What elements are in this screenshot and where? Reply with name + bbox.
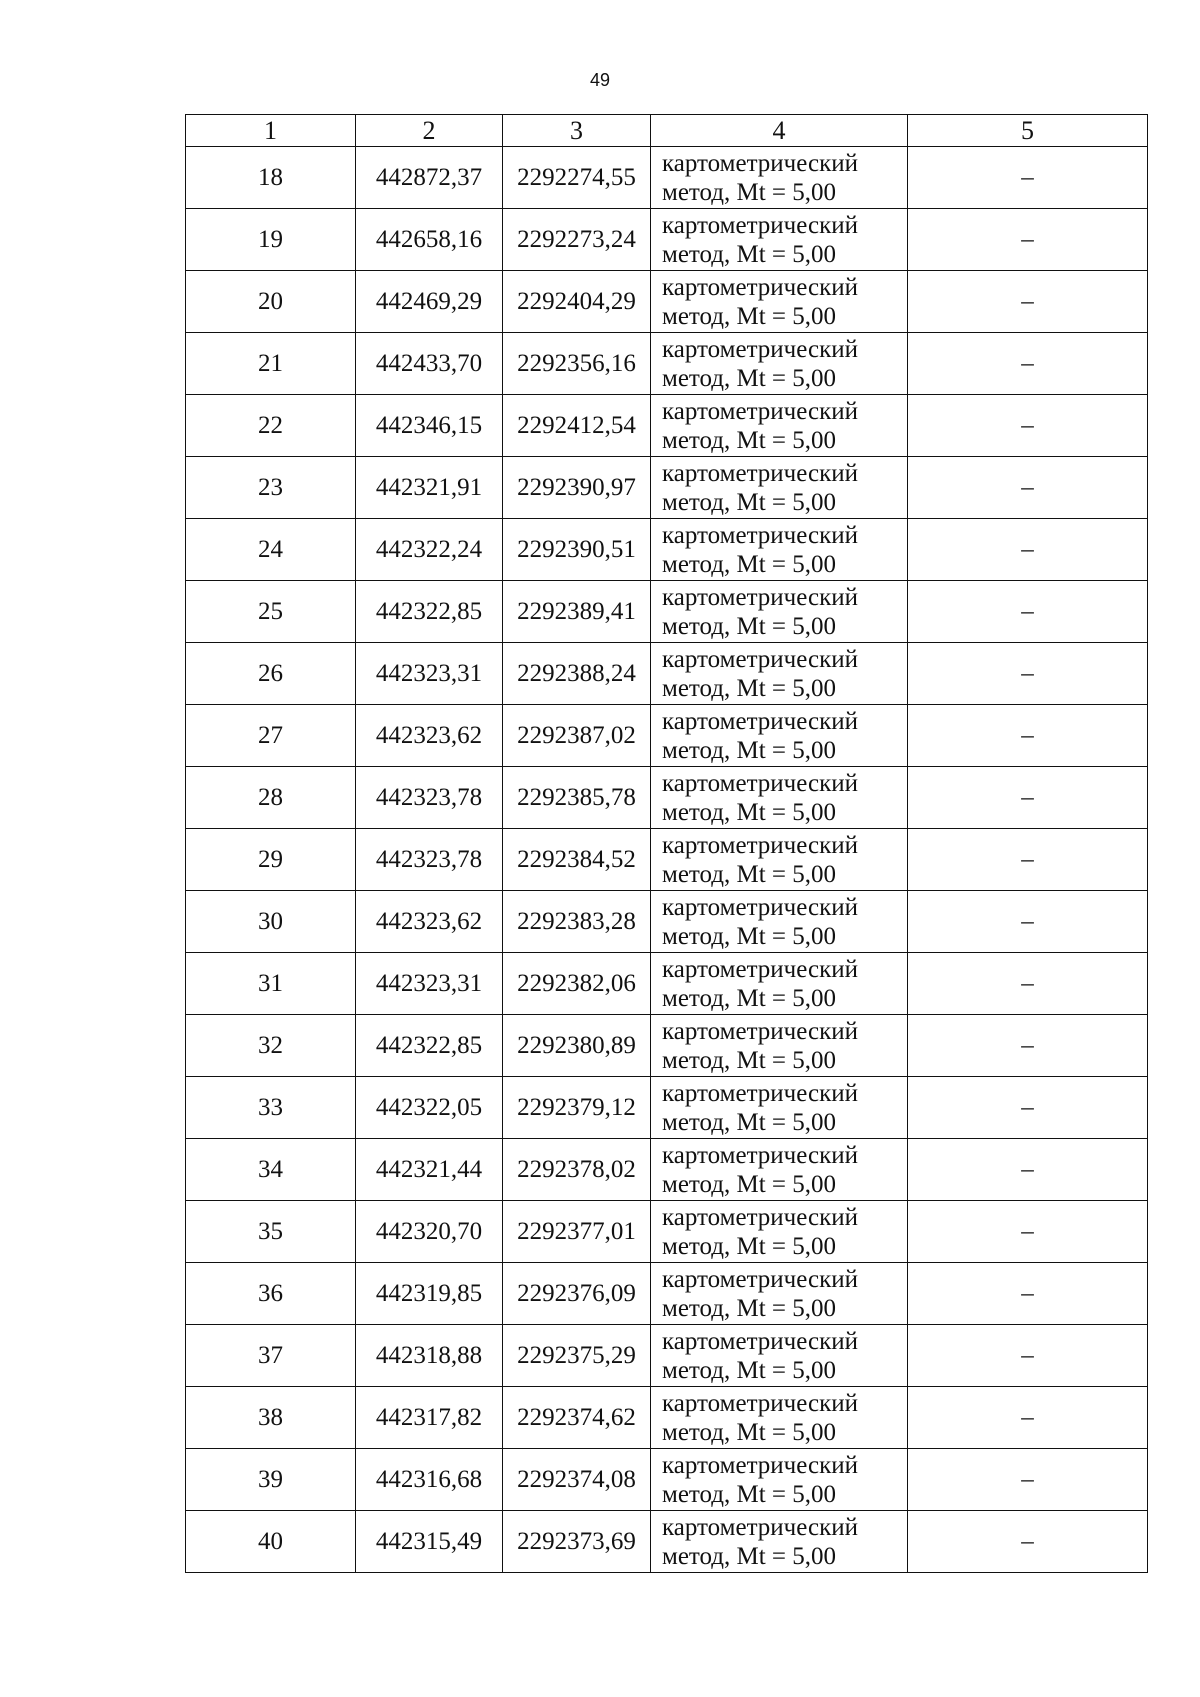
method-cell bbox=[651, 1325, 908, 1387]
method-line-2: метод, Mt = 5,00 bbox=[662, 1046, 837, 1074]
method-cell bbox=[651, 271, 908, 333]
y-coordinate-cell: 2292390,51 bbox=[503, 519, 651, 581]
y-coordinate-cell: 2292390,97 bbox=[503, 457, 651, 519]
method-line-2: метод, Mt = 5,00 bbox=[662, 302, 837, 330]
col5-cell: – bbox=[908, 1139, 1148, 1201]
table-row bbox=[186, 519, 1148, 581]
point-number-cell: 19 bbox=[186, 209, 356, 271]
y-coordinate-cell: 2292378,02 bbox=[503, 1139, 651, 1201]
point-number-cell: 40 bbox=[186, 1511, 356, 1573]
col5-cell: – bbox=[908, 457, 1148, 519]
x-coordinate-cell: 442469,29 bbox=[356, 271, 503, 333]
y-coordinate-cell: 2292382,06 bbox=[503, 953, 651, 1015]
table-header bbox=[186, 115, 1148, 147]
method-line-2: метод, Mt = 5,00 bbox=[662, 364, 837, 392]
method-cell bbox=[651, 1201, 908, 1263]
method-line-2: метод, Mt = 5,00 bbox=[662, 674, 837, 702]
y-coordinate-cell: 2292383,28 bbox=[503, 891, 651, 953]
method-line-1: картометрический bbox=[662, 1389, 858, 1417]
point-number-cell: 32 bbox=[186, 1015, 356, 1077]
point-number-cell: 21 bbox=[186, 333, 356, 395]
method-line-2: метод, Mt = 5,00 bbox=[662, 1294, 837, 1322]
y-coordinate-cell: 2292377,01 bbox=[503, 1201, 651, 1263]
col5-cell: – bbox=[908, 1201, 1148, 1263]
method-cell bbox=[651, 829, 908, 891]
method-cell bbox=[651, 1511, 908, 1573]
y-coordinate-cell: 2292274,55 bbox=[503, 147, 651, 209]
method-cell bbox=[651, 581, 908, 643]
col5-cell: – bbox=[908, 1015, 1148, 1077]
method-cell bbox=[651, 1077, 908, 1139]
method-line-2: метод, Mt = 5,00 bbox=[662, 984, 837, 1012]
table-row bbox=[186, 271, 1148, 333]
method-line-1: картометрический bbox=[662, 1513, 858, 1541]
method-line-1: картометрический bbox=[662, 1141, 858, 1169]
x-coordinate-cell: 442321,44 bbox=[356, 1139, 503, 1201]
coordinates-table bbox=[185, 114, 1148, 1573]
method-cell bbox=[651, 643, 908, 705]
method-cell bbox=[651, 767, 908, 829]
col5-cell: – bbox=[908, 1449, 1148, 1511]
col5-cell: – bbox=[908, 581, 1148, 643]
point-number-cell: 23 bbox=[186, 457, 356, 519]
y-coordinate-cell: 2292376,09 bbox=[503, 1263, 651, 1325]
point-number-cell: 38 bbox=[186, 1387, 356, 1449]
x-coordinate-cell: 442316,68 bbox=[356, 1449, 503, 1511]
x-coordinate-cell: 442323,78 bbox=[356, 767, 503, 829]
method-line-2: метод, Mt = 5,00 bbox=[662, 612, 837, 640]
table-row bbox=[186, 767, 1148, 829]
col5-cell: – bbox=[908, 891, 1148, 953]
y-coordinate-cell: 2292273,24 bbox=[503, 209, 651, 271]
table-row bbox=[186, 1263, 1148, 1325]
col5-cell: – bbox=[908, 953, 1148, 1015]
table-row bbox=[186, 1449, 1148, 1511]
point-number-cell: 18 bbox=[186, 147, 356, 209]
y-coordinate-cell: 2292375,29 bbox=[503, 1325, 651, 1387]
x-coordinate-cell: 442346,15 bbox=[356, 395, 503, 457]
x-coordinate-cell: 442322,05 bbox=[356, 1077, 503, 1139]
point-number-cell: 31 bbox=[186, 953, 356, 1015]
table-row bbox=[186, 147, 1148, 209]
col5-cell: – bbox=[908, 1263, 1148, 1325]
col5-cell: – bbox=[908, 1077, 1148, 1139]
col5-cell: – bbox=[908, 333, 1148, 395]
header-col-1: 1 bbox=[186, 115, 356, 147]
header-col-4: 4 bbox=[651, 115, 908, 147]
y-coordinate-cell: 2292379,12 bbox=[503, 1077, 651, 1139]
table-row bbox=[186, 643, 1148, 705]
method-line-2: метод, Mt = 5,00 bbox=[662, 922, 837, 950]
table-row bbox=[186, 829, 1148, 891]
method-line-1: картометрический bbox=[662, 893, 858, 921]
table-body bbox=[186, 147, 1148, 1573]
col5-cell: – bbox=[908, 1511, 1148, 1573]
point-number-cell: 29 bbox=[186, 829, 356, 891]
y-coordinate-cell: 2292388,24 bbox=[503, 643, 651, 705]
point-number-cell: 36 bbox=[186, 1263, 356, 1325]
method-cell bbox=[651, 1263, 908, 1325]
table-row bbox=[186, 395, 1148, 457]
x-coordinate-cell: 442323,31 bbox=[356, 953, 503, 1015]
method-line-1: картометрический bbox=[662, 273, 858, 301]
method-line-1: картометрический bbox=[662, 459, 858, 487]
method-cell bbox=[651, 209, 908, 271]
x-coordinate-cell: 442433,70 bbox=[356, 333, 503, 395]
x-coordinate-cell: 442317,82 bbox=[356, 1387, 503, 1449]
point-number-cell: 39 bbox=[186, 1449, 356, 1511]
col5-cell: – bbox=[908, 519, 1148, 581]
x-coordinate-cell: 442872,37 bbox=[356, 147, 503, 209]
col5-cell: – bbox=[908, 395, 1148, 457]
method-line-1: картометрический bbox=[662, 707, 858, 735]
x-coordinate-cell: 442321,91 bbox=[356, 457, 503, 519]
table-row bbox=[186, 1015, 1148, 1077]
method-line-1: картометрический bbox=[662, 149, 858, 177]
method-line-2: метод, Mt = 5,00 bbox=[662, 426, 837, 454]
y-coordinate-cell: 2292356,16 bbox=[503, 333, 651, 395]
col5-cell: – bbox=[908, 643, 1148, 705]
point-number-cell: 28 bbox=[186, 767, 356, 829]
point-number-cell: 35 bbox=[186, 1201, 356, 1263]
method-line-1: картометрический bbox=[662, 1451, 858, 1479]
method-cell bbox=[651, 1449, 908, 1511]
y-coordinate-cell: 2292389,41 bbox=[503, 581, 651, 643]
method-line-1: картометрический bbox=[662, 397, 858, 425]
x-coordinate-cell: 442322,24 bbox=[356, 519, 503, 581]
table-row bbox=[186, 1387, 1148, 1449]
method-line-1: картометрический bbox=[662, 1265, 858, 1293]
method-line-2: метод, Mt = 5,00 bbox=[662, 1418, 837, 1446]
method-line-2: метод, Mt = 5,00 bbox=[662, 798, 837, 826]
table-row bbox=[186, 581, 1148, 643]
method-line-1: картометрический bbox=[662, 1327, 858, 1355]
col5-cell: – bbox=[908, 147, 1148, 209]
y-coordinate-cell: 2292404,29 bbox=[503, 271, 651, 333]
x-coordinate-cell: 442320,70 bbox=[356, 1201, 503, 1263]
method-line-1: картометрический bbox=[662, 955, 858, 983]
point-number-cell: 26 bbox=[186, 643, 356, 705]
table-row bbox=[186, 209, 1148, 271]
header-col-3: 3 bbox=[503, 115, 651, 147]
method-line-2: метод, Mt = 5,00 bbox=[662, 240, 837, 268]
method-line-2: метод, Mt = 5,00 bbox=[662, 550, 837, 578]
y-coordinate-cell: 2292384,52 bbox=[503, 829, 651, 891]
header-row bbox=[186, 115, 1148, 147]
y-coordinate-cell: 2292380,89 bbox=[503, 1015, 651, 1077]
point-number-cell: 20 bbox=[186, 271, 356, 333]
x-coordinate-cell: 442323,31 bbox=[356, 643, 503, 705]
method-line-1: картометрический bbox=[662, 831, 858, 859]
y-coordinate-cell: 2292373,69 bbox=[503, 1511, 651, 1573]
method-line-1: картометрический bbox=[662, 1203, 858, 1231]
col5-cell: – bbox=[908, 1325, 1148, 1387]
x-coordinate-cell: 442322,85 bbox=[356, 581, 503, 643]
table-row bbox=[186, 1325, 1148, 1387]
point-number-cell: 22 bbox=[186, 395, 356, 457]
method-cell bbox=[651, 891, 908, 953]
table-row bbox=[186, 457, 1148, 519]
method-cell bbox=[651, 519, 908, 581]
method-line-2: метод, Mt = 5,00 bbox=[662, 1170, 837, 1198]
point-number-cell: 33 bbox=[186, 1077, 356, 1139]
method-line-1: картометрический bbox=[662, 211, 858, 239]
method-line-2: метод, Mt = 5,00 bbox=[662, 178, 837, 206]
x-coordinate-cell: 442318,88 bbox=[356, 1325, 503, 1387]
method-cell bbox=[651, 1139, 908, 1201]
method-line-2: метод, Mt = 5,00 bbox=[662, 1232, 837, 1260]
method-line-1: картометрический bbox=[662, 645, 858, 673]
table-row bbox=[186, 1139, 1148, 1201]
x-coordinate-cell: 442658,16 bbox=[356, 209, 503, 271]
col5-cell: – bbox=[908, 271, 1148, 333]
method-line-2: метод, Mt = 5,00 bbox=[662, 1542, 837, 1570]
page-number: 49 bbox=[589, 70, 611, 90]
y-coordinate-cell: 2292374,08 bbox=[503, 1449, 651, 1511]
y-coordinate-cell: 2292374,62 bbox=[503, 1387, 651, 1449]
x-coordinate-cell: 442323,78 bbox=[356, 829, 503, 891]
method-cell bbox=[651, 1387, 908, 1449]
table-row bbox=[186, 1201, 1148, 1263]
point-number-cell: 27 bbox=[186, 705, 356, 767]
table-row bbox=[186, 953, 1148, 1015]
method-line-1: картометрический bbox=[662, 1017, 858, 1045]
x-coordinate-cell: 442323,62 bbox=[356, 705, 503, 767]
method-line-1: картометрический bbox=[662, 769, 858, 797]
y-coordinate-cell: 2292385,78 bbox=[503, 767, 651, 829]
header-col-2: 2 bbox=[356, 115, 503, 147]
method-line-1: картометрический bbox=[662, 583, 858, 611]
table-row bbox=[186, 1077, 1148, 1139]
method-line-1: картометрический bbox=[662, 335, 858, 363]
y-coordinate-cell: 2292412,54 bbox=[503, 395, 651, 457]
col5-cell: – bbox=[908, 705, 1148, 767]
method-cell bbox=[651, 457, 908, 519]
table-row bbox=[186, 333, 1148, 395]
method-cell bbox=[651, 1015, 908, 1077]
table-row bbox=[186, 1511, 1148, 1573]
x-coordinate-cell: 442323,62 bbox=[356, 891, 503, 953]
col5-cell: – bbox=[908, 1387, 1148, 1449]
x-coordinate-cell: 442322,85 bbox=[356, 1015, 503, 1077]
x-coordinate-cell: 442315,49 bbox=[356, 1511, 503, 1573]
col5-cell: – bbox=[908, 767, 1148, 829]
point-number-cell: 25 bbox=[186, 581, 356, 643]
method-cell bbox=[651, 333, 908, 395]
method-line-2: метод, Mt = 5,00 bbox=[662, 1480, 837, 1508]
method-line-2: метод, Mt = 5,00 bbox=[662, 860, 837, 888]
table-row bbox=[186, 891, 1148, 953]
col5-cell: – bbox=[908, 209, 1148, 271]
method-line-2: метод, Mt = 5,00 bbox=[662, 1356, 837, 1384]
method-cell bbox=[651, 953, 908, 1015]
method-cell bbox=[651, 705, 908, 767]
header-col-5: 5 bbox=[908, 115, 1148, 147]
point-number-cell: 37 bbox=[186, 1325, 356, 1387]
col5-cell: – bbox=[908, 829, 1148, 891]
method-cell bbox=[651, 395, 908, 457]
point-number-cell: 24 bbox=[186, 519, 356, 581]
method-line-1: картометрический bbox=[662, 521, 858, 549]
method-line-2: метод, Mt = 5,00 bbox=[662, 488, 837, 516]
x-coordinate-cell: 442319,85 bbox=[356, 1263, 503, 1325]
method-line-2: метод, Mt = 5,00 bbox=[662, 736, 837, 764]
method-cell bbox=[651, 147, 908, 209]
point-number-cell: 30 bbox=[186, 891, 356, 953]
point-number-cell: 34 bbox=[186, 1139, 356, 1201]
y-coordinate-cell: 2292387,02 bbox=[503, 705, 651, 767]
table-row bbox=[186, 705, 1148, 767]
method-line-2: метод, Mt = 5,00 bbox=[662, 1108, 837, 1136]
method-line-1: картометрический bbox=[662, 1079, 858, 1107]
